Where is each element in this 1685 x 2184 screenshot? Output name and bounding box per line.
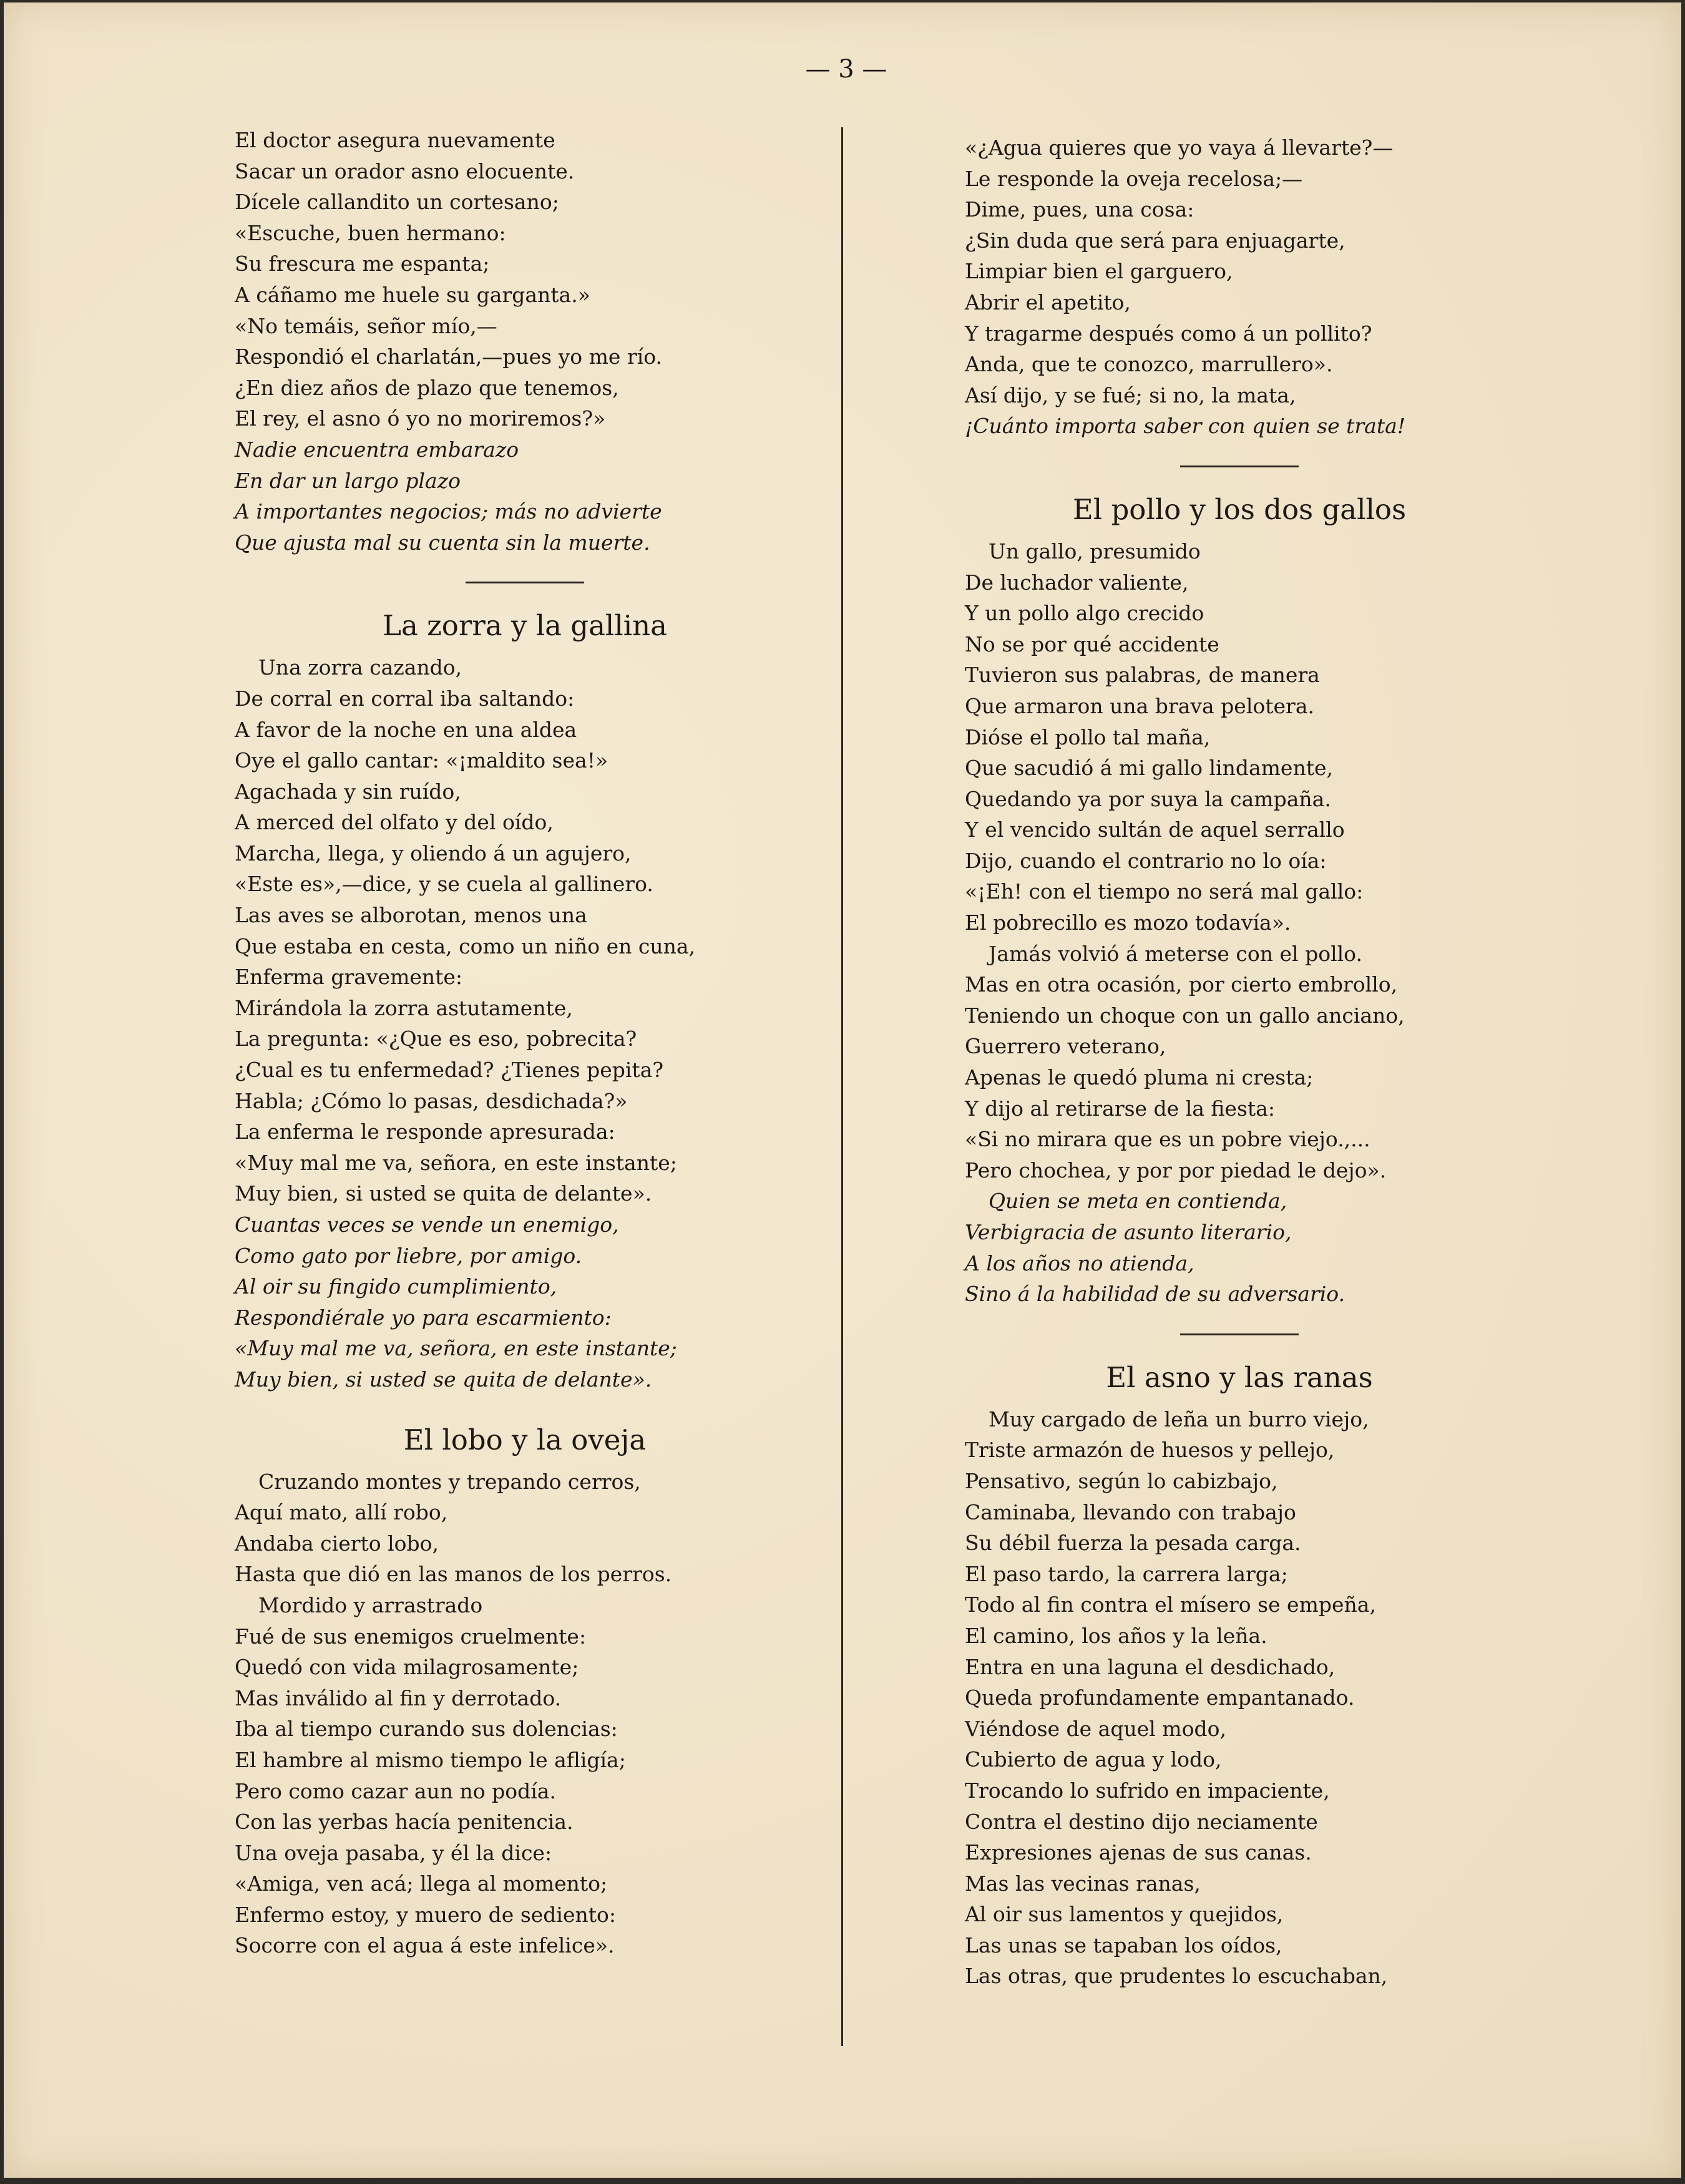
verse-line: Abrir el apetito, xyxy=(965,290,1131,314)
verse-line: El paso tardo, la carrera larga; xyxy=(965,1561,1288,1586)
verse-line: Su débil fuerza la pesada carga. xyxy=(965,1531,1301,1556)
verse-line: Mordido y arrastrado xyxy=(258,1592,483,1617)
verse-line: Dime, pues, una cosa: xyxy=(965,197,1194,222)
verse-line: Iba al tiempo curando sus dolencias: xyxy=(235,1717,618,1742)
verse-line: Muy cargado de leña un burro viejo, xyxy=(989,1406,1369,1431)
verse-line: «Muy mal me va, señora, en este instante; xyxy=(235,1150,677,1175)
verse-line: Andaba cierto lobo, xyxy=(235,1531,439,1556)
verse-line: Mas las vecinas ranas, xyxy=(965,1871,1201,1896)
verse-line: Quedó con vida milagrosamente; xyxy=(235,1655,579,1680)
verse-line: Que armaron una brava pelotera. xyxy=(965,693,1314,718)
verse-line: Tuvieron sus palabras, de manera xyxy=(965,663,1320,688)
verse-line: Cruzando montes y trepando cerros, xyxy=(258,1469,641,1494)
verse-line: «Escuche, buen hermano: xyxy=(235,220,506,245)
verse-line: Fué de sus enemigos cruelmente: xyxy=(235,1624,587,1649)
verse-line: Enfermo estoy, y muero de sediento: xyxy=(235,1902,616,1927)
verse-line: El camino, los años y la leña. xyxy=(965,1623,1267,1648)
verse-line: No se por qué accidente xyxy=(965,631,1219,656)
verse-line: Mas en otra ocasión, por cierto embrollo, xyxy=(965,972,1398,997)
verse-line: Anda, que te conozco, marrullero». xyxy=(965,352,1333,377)
verse-line: Mas inválido al fin y derrotado. xyxy=(235,1685,562,1710)
verse-line: Jamás volvió á meterse con el pollo. xyxy=(989,941,1362,966)
verse-line: «No temáis, señor mío,— xyxy=(235,313,497,338)
verse-line: Respondiérale yo para escarmiento: xyxy=(235,1305,612,1330)
verse-line: Viéndose de aquel modo, xyxy=(965,1716,1226,1741)
verse-line: Su frescura me espanta; xyxy=(235,251,490,276)
verse-line: De corral en corral iba saltando: xyxy=(235,686,575,711)
verse-line: Cuantas veces se vende un enemigo, xyxy=(235,1212,619,1237)
verse-line: La pregunta: «¿Que es eso, pobrecita? xyxy=(235,1026,637,1051)
verse-line: A favor de la noche en una aldea xyxy=(235,717,577,742)
verse-line: Como gato por liebre, por amigo. xyxy=(235,1243,582,1268)
verse-line: Respondió el charlatán,—pues yo me río. xyxy=(235,344,663,369)
verse-line: Triste armazón de huesos y pellejo, xyxy=(965,1438,1335,1463)
verse-line: Todo al fin contra el mísero se empeña, xyxy=(965,1592,1376,1617)
verse-line: Un gallo, presumido xyxy=(989,539,1201,563)
verse-line: Que sacudió á mi gallo lindamente, xyxy=(965,756,1333,781)
verse-line: A los años no atienda, xyxy=(965,1250,1194,1275)
verse-line: Nadie encuentra embarazo xyxy=(235,437,519,462)
verse-line: Expresiones ajenas de sus canas. xyxy=(965,1840,1312,1865)
verse-line: Y el vencido sultán de aquel serrallo xyxy=(965,817,1345,842)
verse-line: Que ajusta mal su cuenta sin la muerte. xyxy=(235,530,650,555)
verse-line: A cáñamo me huele su garganta.» xyxy=(235,282,590,307)
verse-line: ¿En diez años de plazo que tenemos, xyxy=(235,375,619,400)
verse-line: Pensativo, según lo cabizbajo, xyxy=(965,1468,1278,1493)
verse-line: Oye el gallo cantar: «¡maldito sea!» xyxy=(235,748,608,773)
verse-line: «Si no mirara que es un pobre viejo.,... xyxy=(965,1127,1370,1152)
verse-line: Dióse el pollo tal maña, xyxy=(965,724,1211,749)
verse-line: Socorre con el agua á este infelice». xyxy=(235,1933,615,1958)
page-sheet xyxy=(4,2,1681,2178)
verse-line: Hasta que dió en las manos de los perros. xyxy=(235,1562,672,1587)
column-divider xyxy=(841,127,843,2046)
verse-line: De luchador valiente, xyxy=(965,570,1189,595)
verse-line: En dar un largo plazo xyxy=(235,468,461,493)
verse-line: Pero como cazar aun no podía. xyxy=(235,1778,556,1803)
page-number: — 3 — xyxy=(805,55,887,84)
verse-line: Agachada y sin ruído, xyxy=(235,779,461,804)
verse-line: Aquí mato, allí robo, xyxy=(235,1500,448,1525)
verse-line: ¡Cuánto importa saber con quien se trata! xyxy=(965,414,1406,439)
verse-line: Caminaba, llevando con trabajo xyxy=(965,1499,1296,1524)
verse-line: Le responde la oveja recelosa;— xyxy=(965,166,1303,191)
verse-line: Las unas se tapaban los oídos, xyxy=(965,1933,1282,1957)
verse-line: Apenas le quedó pluma ni cresta; xyxy=(965,1065,1314,1090)
verse-line: ¿Cual es tu enfermedad? ¿Tienes pepita? xyxy=(235,1058,664,1083)
verse-line: ¿Sin duda que será para enjuagarte, xyxy=(965,228,1346,253)
verse-line: «¡Eh! con el tiempo no será mal gallo: xyxy=(965,879,1364,904)
verse-line: Guerrero veterano, xyxy=(965,1034,1166,1059)
poem-title: La zorra y la gallina xyxy=(383,609,667,643)
verse-line: Entra en una laguna el desdichado, xyxy=(965,1654,1336,1679)
verse-line: «Amiga, ven acá; llega al momento; xyxy=(235,1871,608,1896)
verse-line: «Este es»,—dice, y se cuela al gallinero. xyxy=(235,872,653,897)
verse-line: Dícele callandito un cortesano; xyxy=(235,190,559,215)
verse-line: Trocando lo sufrido en impaciente, xyxy=(965,1778,1330,1803)
verse-line: Al oir sus lamentos y quejidos, xyxy=(965,1902,1284,1927)
verse-line: Quien se meta en contienda, xyxy=(989,1189,1287,1214)
verse-line: El pobrecillo es mozo todavía». xyxy=(965,910,1291,935)
verse-line: Las aves se alborotan, menos una xyxy=(235,903,587,928)
verse-line: Habla; ¿Cómo lo pasas, desdichada?» xyxy=(235,1088,628,1113)
verse-line: Dijo, cuando el contrario no lo oía: xyxy=(965,848,1327,873)
verse-line: Verbigracia de asunto literario, xyxy=(965,1220,1292,1244)
verse-line: Marcha, llega, y oliendo á un agujero, xyxy=(235,841,632,865)
verse-line: A importantes negocios; más no advierte xyxy=(235,499,662,524)
right-column xyxy=(965,132,1514,1992)
verse-line: «¿Agua quieres que yo vaya á llevarte?— xyxy=(965,135,1394,160)
verse-line: Y un pollo algo crecido xyxy=(965,601,1204,626)
verse-line: Sacar un orador asno elocuente. xyxy=(235,158,575,183)
verse-line: El rey, el asno ó yo no moriremos?» xyxy=(235,406,606,431)
verse-line: «Muy mal me va, señora, en este instante; xyxy=(235,1336,677,1361)
poem-title: El asno y las ranas xyxy=(1106,1360,1373,1394)
verse-line: Pero chochea, y por por piedad le dejo». xyxy=(965,1158,1387,1182)
verse-line: Cubierto de agua y lodo, xyxy=(965,1747,1222,1772)
verse-line: Teniendo un choque con un gallo anciano, xyxy=(965,1003,1405,1028)
verse-line: Enferma gravemente: xyxy=(235,965,463,990)
verse-line: A merced del olfato y del oído, xyxy=(235,810,554,835)
verse-line: Y dijo al retirarse de la fiesta: xyxy=(965,1096,1275,1121)
verse-line: Que estaba en cesta, como un niño en cuna, xyxy=(235,934,695,958)
poem-title: El lobo y la oveja xyxy=(403,1423,647,1456)
verse-line: Y tragarme después como á un pollito? xyxy=(965,321,1372,346)
verse-line: Sino á la habilidad de su adversario. xyxy=(965,1282,1346,1307)
verse-line: Limpiar bien el garguero, xyxy=(965,259,1233,284)
verse-line: Las otras, que prudentes lo escuchaban, xyxy=(965,1964,1388,1989)
verse-line: Contra el destino dijo neciamente xyxy=(965,1809,1318,1834)
verse-line: Mirándola la zorra astutamente, xyxy=(235,995,573,1020)
verse-line: Queda profundamente empantanado. xyxy=(965,1685,1355,1710)
poem-title: El pollo y los dos gallos xyxy=(1072,492,1407,526)
verse-line: El doctor asegura nuevamente xyxy=(235,128,555,152)
verse-line: La enferma le responde apresurada: xyxy=(235,1119,615,1144)
verse-line: Quedando ya por suya la campaña. xyxy=(965,786,1331,811)
section-rule xyxy=(466,582,584,583)
section-rule xyxy=(1180,466,1299,467)
verse-line: Una zorra cazando, xyxy=(258,655,462,680)
verse-line: Al oir su fingido cumplimiento, xyxy=(235,1274,557,1299)
section-rule xyxy=(1180,1333,1299,1335)
verse-line: Con las yerbas hacía penitencia. xyxy=(235,1810,574,1835)
verse-line: Muy bien, si usted se quita de delante». xyxy=(235,1181,652,1206)
verse-line: El hambre al mismo tiempo le afligía; xyxy=(235,1747,626,1772)
verse-line: Muy bien, si usted se quita de delante». xyxy=(235,1367,652,1392)
verse-line: Una oveja pasaba, y él la dice: xyxy=(235,1840,552,1865)
verse-line: Así dijo, y se fué; si no, la mata, xyxy=(965,383,1296,407)
left-column xyxy=(235,125,815,1961)
